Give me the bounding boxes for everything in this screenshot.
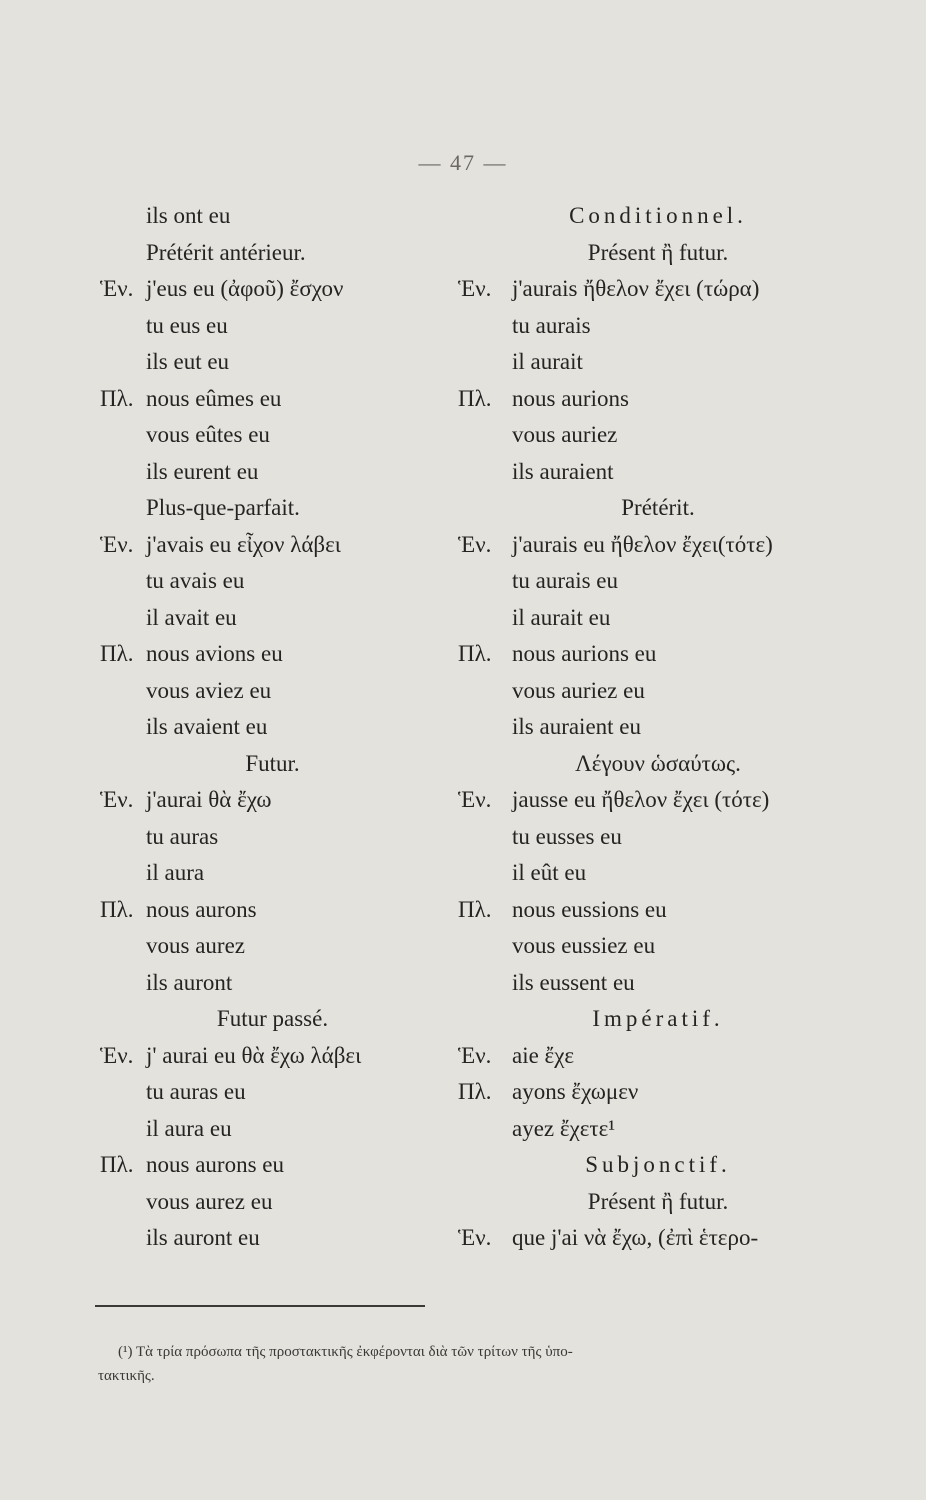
heading-text: Présent ἢ futur. xyxy=(587,239,729,265)
conjugation-line xyxy=(100,1147,445,1184)
conjugation-line xyxy=(458,928,858,965)
left-column xyxy=(100,198,445,1257)
form-text: il aura eu xyxy=(146,1115,232,1141)
form-text: nous aurions eu xyxy=(512,641,657,666)
conjugation-line xyxy=(100,563,445,600)
conjugation-line xyxy=(100,1038,445,1075)
conjugation-line xyxy=(100,673,445,710)
conjugation-line xyxy=(458,454,858,491)
form-text: ils eurent eu xyxy=(146,458,259,484)
conjugation-line xyxy=(458,563,858,600)
conjugation-line xyxy=(458,673,858,710)
form-text: tu aurais eu xyxy=(512,568,619,593)
conjugation-line xyxy=(458,271,858,308)
conjugation-line xyxy=(100,892,445,929)
form-text: j'aurai θὰ ἔχω xyxy=(146,787,272,812)
conjugation-line xyxy=(458,417,858,454)
number-marker: Πλ. xyxy=(100,641,134,666)
conjugation-line xyxy=(100,965,445,1002)
form-text: tu auras eu xyxy=(146,1079,246,1104)
form-text: Plus-que-parfait. xyxy=(146,495,300,520)
conjugation-line xyxy=(458,344,858,381)
section-heading xyxy=(458,746,858,783)
heading-text: Présent ἢ futur. xyxy=(587,1188,729,1214)
form-text: il aurait xyxy=(512,349,583,374)
form-text: ils avaient eu xyxy=(146,714,268,739)
conjugation-line xyxy=(458,709,858,746)
conjugation-line xyxy=(100,454,445,491)
form-text: nous aurons xyxy=(146,896,257,922)
heading-text: Futur passé. xyxy=(216,1006,329,1031)
conjugation-line xyxy=(458,600,858,637)
conjugation-line xyxy=(100,381,445,418)
conjugation-line xyxy=(458,1074,858,1111)
number-marker: Ἑν. xyxy=(100,1042,134,1068)
conjugation-line xyxy=(100,344,445,381)
form-text: vous aurez xyxy=(146,933,245,958)
conjugation-line xyxy=(100,490,445,527)
conjugation-line xyxy=(458,855,858,892)
conjugation-line xyxy=(100,417,445,454)
number-marker: Ἑν. xyxy=(100,276,134,301)
number-marker: Πλ. xyxy=(458,385,492,411)
form-text: il avait eu xyxy=(146,604,237,630)
heading-text: Prétérit. xyxy=(621,495,695,520)
form-text: ils ont eu xyxy=(146,203,231,228)
form-text: ayez ἔχετε¹ xyxy=(512,1115,616,1141)
heading-text: Λέγουν ὡσαύτως. xyxy=(575,750,741,776)
form-text: vous aviez eu xyxy=(146,677,272,703)
conjugation-line xyxy=(100,819,445,856)
number-marker: Πλ. xyxy=(100,385,134,411)
conjugation-line xyxy=(100,308,445,345)
number-marker: Ἑν. xyxy=(100,787,134,812)
heading-text: Subjonctif. xyxy=(585,1152,731,1177)
form-text: j'eus eu (ἀφοῦ) ἔσχον xyxy=(146,276,344,301)
form-text: tu auras xyxy=(146,823,219,849)
number-marker: Πλ. xyxy=(100,1152,134,1177)
form-text: ils auraient xyxy=(512,458,614,484)
conjugation-line xyxy=(100,1184,445,1221)
form-text: ayons ἔχωμεν xyxy=(512,1079,639,1104)
section-heading xyxy=(458,235,858,272)
conjugation-line xyxy=(458,308,858,345)
form-text: j'avais eu εἶχον λάβει xyxy=(146,531,341,557)
conjugation-line xyxy=(100,855,445,892)
conjugation-line xyxy=(458,527,858,564)
form-text: vous auriez xyxy=(512,422,618,447)
conjugation-line xyxy=(100,1220,445,1257)
footnote-line-1: (¹) Τὰ τρία πρόσωπα τῆς προστακτικῆς ἐκφέρονται διὰ τῶν τρίτων τῆς ὑπο- xyxy=(118,1344,573,1360)
form-text: ils auront xyxy=(146,969,233,995)
form-text: Prétérit antérieur. xyxy=(146,239,306,265)
conjugation-line xyxy=(100,1074,445,1111)
conjugation-line xyxy=(458,819,858,856)
conjugation-line xyxy=(100,636,445,673)
form-text: j'aurais ἤθελον ἔχει (τώρα) xyxy=(512,276,760,301)
form-text: nous aurons eu xyxy=(146,1152,284,1177)
form-text: nous eûmes eu xyxy=(146,385,282,411)
heading-text: Futur. xyxy=(245,750,300,776)
form-text: ils eut eu xyxy=(146,349,230,374)
number-marker: Ἑν. xyxy=(458,1225,492,1250)
form-text: jausse eu ἤθελον ἔχει (τότε) xyxy=(512,787,770,812)
number-marker: Πλ. xyxy=(100,896,134,922)
form-text: j'aurais eu ἤθελον ἔχει(τότε) xyxy=(512,531,773,557)
heading-text: Conditionnel. xyxy=(569,203,747,228)
section-heading xyxy=(458,1147,858,1184)
conjugation-line xyxy=(100,1111,445,1148)
form-text: j' aurai eu θὰ ἔχω λάβει xyxy=(146,1042,362,1068)
form-text: vous eussiez eu xyxy=(512,933,656,958)
form-text: vous eûtes eu xyxy=(146,422,270,447)
number-marker: Ἑν. xyxy=(100,531,134,557)
conjugation-line xyxy=(458,782,858,819)
conjugation-line xyxy=(100,271,445,308)
number-marker: Ἑν. xyxy=(458,531,492,557)
footnote xyxy=(98,1340,858,1388)
number-marker: Πλ. xyxy=(458,641,492,666)
conjugation-line xyxy=(100,600,445,637)
form-text: tu aurais xyxy=(512,312,591,338)
form-text: il eût eu xyxy=(512,860,587,885)
conjugation-line xyxy=(100,782,445,819)
section-heading xyxy=(100,1001,445,1038)
number-marker: Πλ. xyxy=(458,1079,492,1104)
form-text: il aurait eu xyxy=(512,604,611,630)
number-marker: Ἑν. xyxy=(458,1042,492,1068)
form-text: nous eussions eu xyxy=(512,896,667,922)
conjugation-line xyxy=(100,198,445,235)
number-marker: Ἑν. xyxy=(458,276,492,301)
page-number: — 47 — xyxy=(418,150,508,175)
section-heading xyxy=(458,198,858,235)
number-marker: Πλ. xyxy=(458,896,492,922)
form-text: ils eussent eu xyxy=(512,969,635,995)
form-text: il aura xyxy=(146,860,205,885)
form-text: ils auront eu xyxy=(146,1225,260,1250)
conjugation-line xyxy=(100,527,445,564)
conjugation-line xyxy=(458,1038,858,1075)
conjugation-line xyxy=(458,892,858,929)
conjugation-line xyxy=(100,235,445,272)
conjugation-line xyxy=(458,381,858,418)
conjugation-line xyxy=(458,636,858,673)
conjugation-line xyxy=(100,928,445,965)
form-text: nous aurions xyxy=(512,385,629,411)
form-text: nous avions eu xyxy=(146,641,283,666)
right-column xyxy=(458,198,858,1257)
form-text: que j'ai νὰ ἔχω, (ἐπὶ ἑτερο- xyxy=(512,1225,759,1250)
form-text: tu eus eu xyxy=(146,312,228,338)
conjugation-line xyxy=(458,965,858,1002)
number-marker: Ἑν. xyxy=(458,787,492,812)
form-text: tu avais eu xyxy=(146,568,245,593)
section-heading xyxy=(100,746,445,783)
footnote-rule xyxy=(95,1305,425,1307)
form-text: vous aurez eu xyxy=(146,1188,273,1214)
form-text: tu eusses eu xyxy=(512,823,622,849)
conjugation-line xyxy=(458,1111,858,1148)
form-text: vous auriez eu xyxy=(512,677,645,703)
section-heading xyxy=(458,490,858,527)
footnote-line-2: τακτικῆς. xyxy=(98,1368,155,1384)
form-text: ils auraient eu xyxy=(512,714,642,739)
conjugation-line xyxy=(458,1220,858,1257)
heading-text: Impératif. xyxy=(592,1006,724,1031)
conjugation-line xyxy=(100,709,445,746)
section-heading xyxy=(458,1184,858,1221)
form-text: aie ἔχε xyxy=(512,1042,575,1068)
section-heading xyxy=(458,1001,858,1038)
